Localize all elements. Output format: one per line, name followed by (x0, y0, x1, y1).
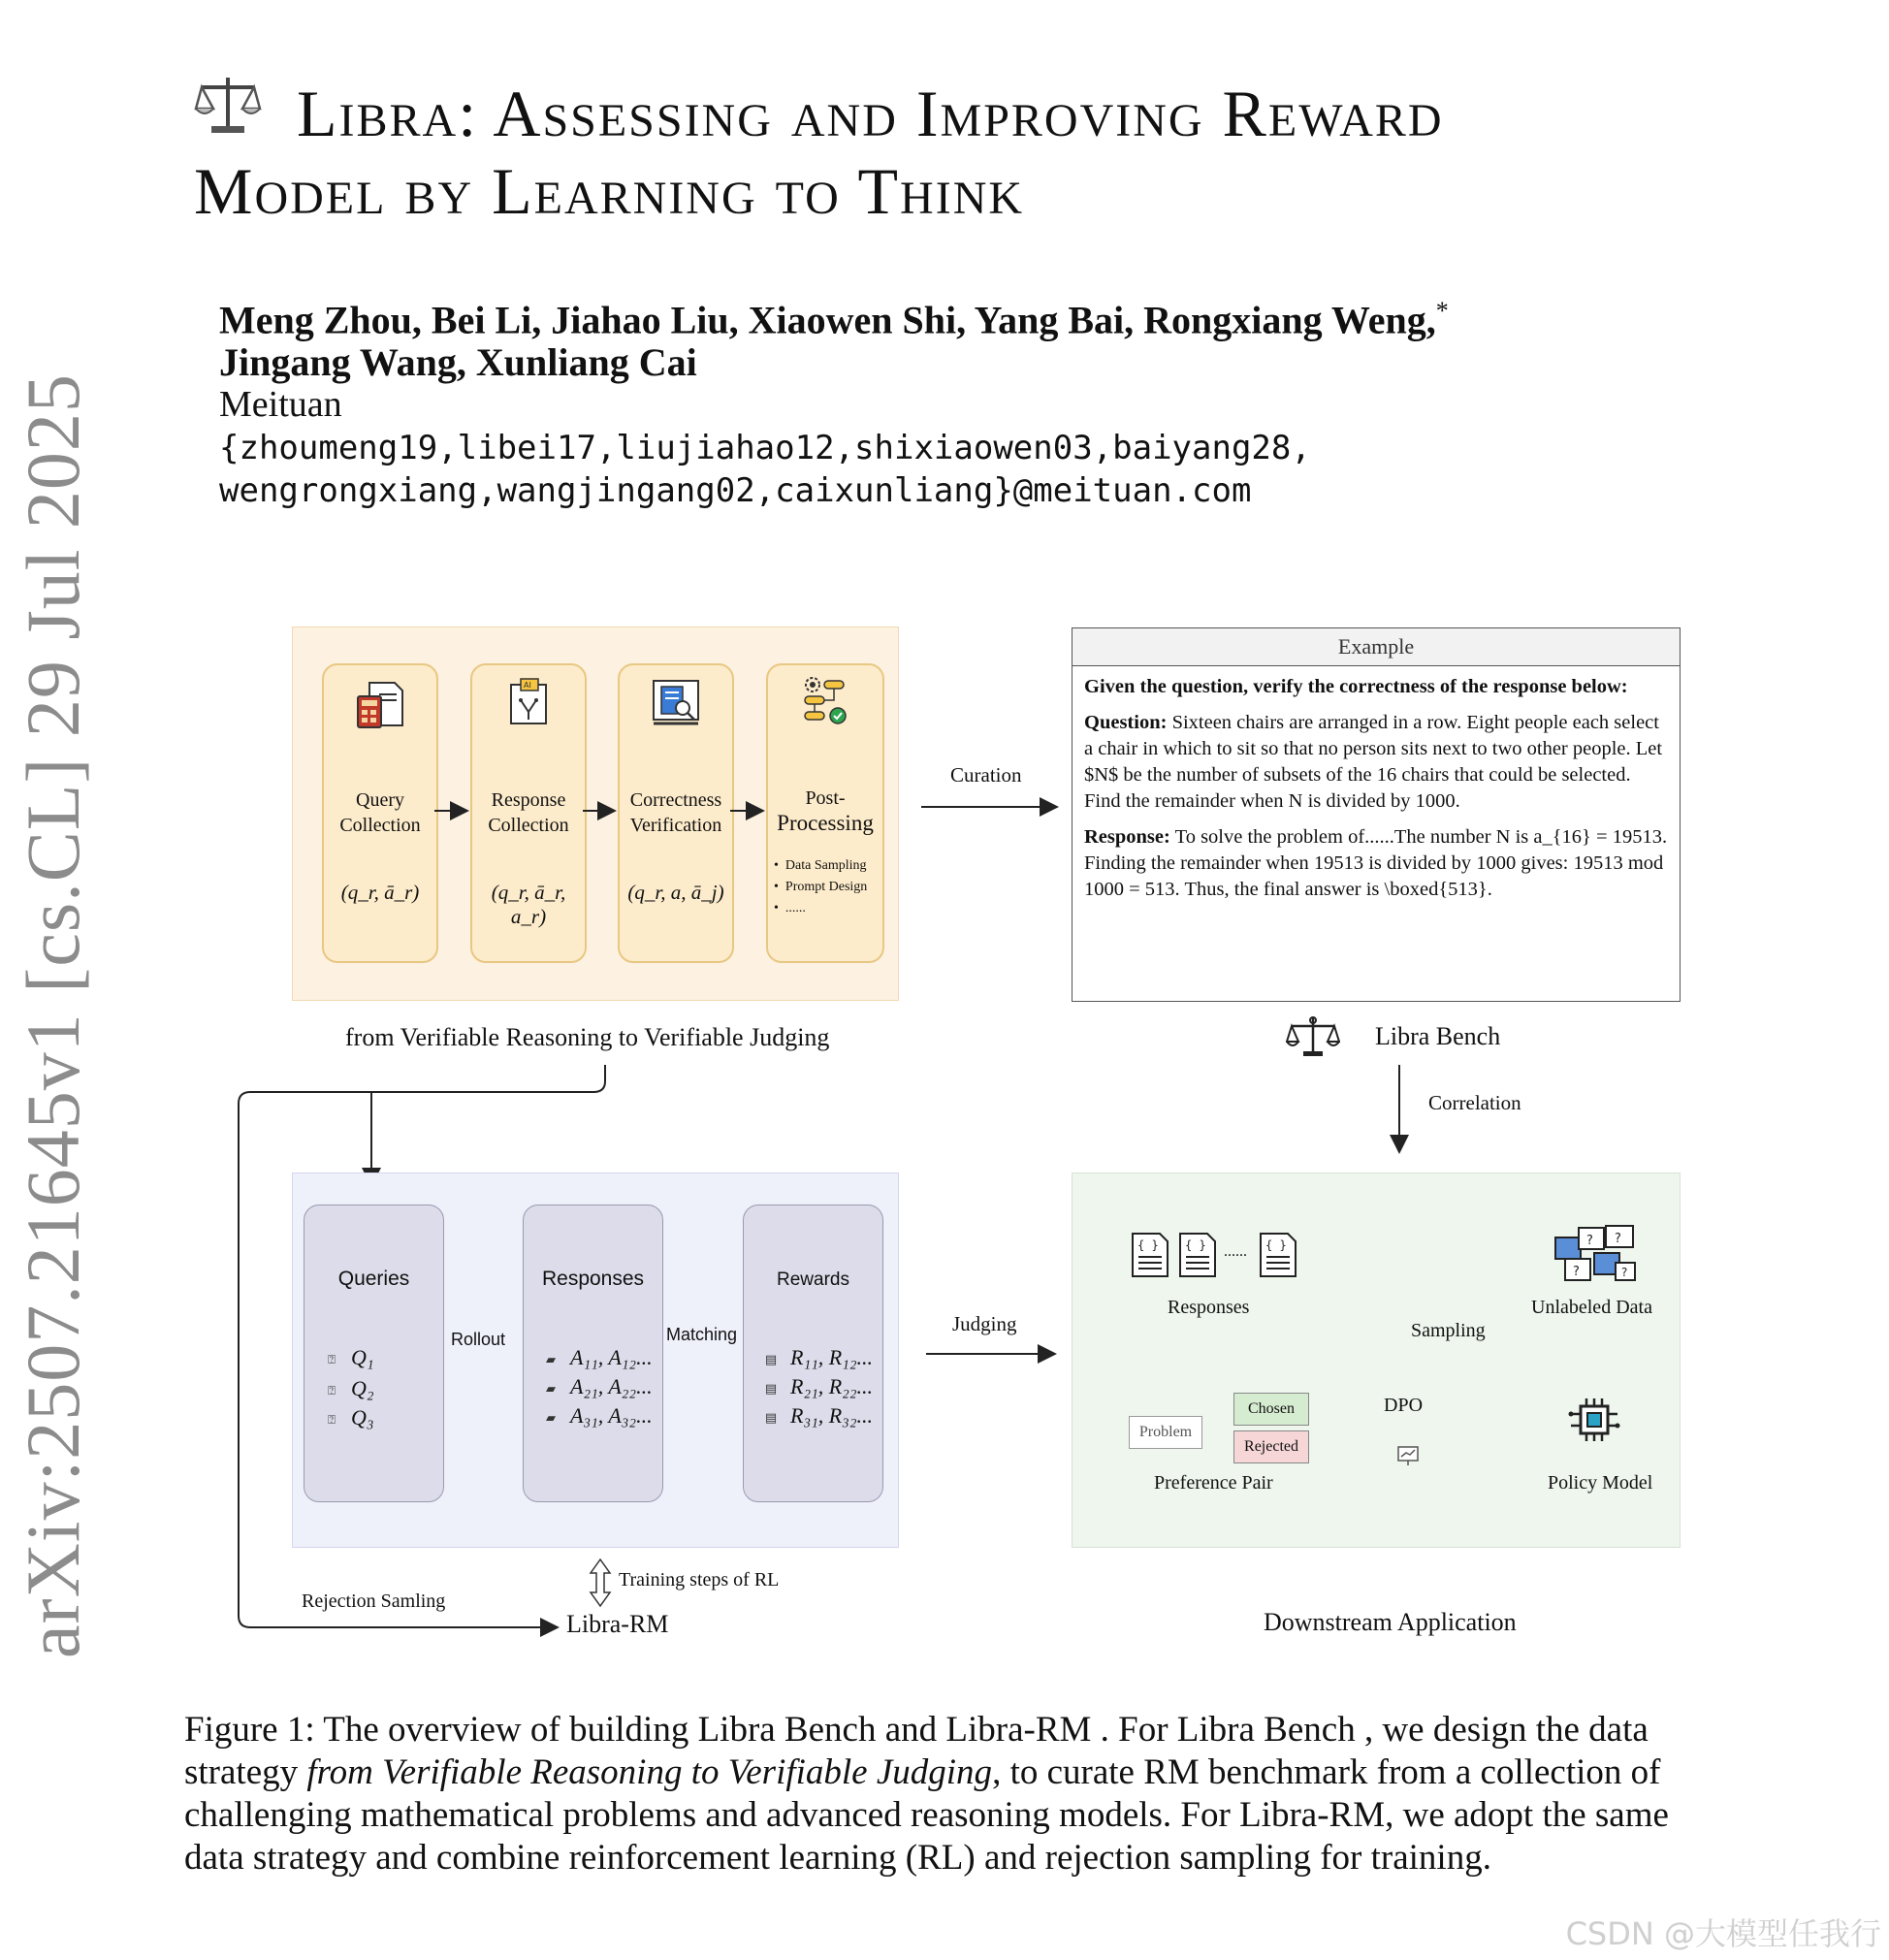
svg-text:{ }: { } (1265, 1238, 1287, 1252)
email-line-2: wengrongxiang,wangjingang02,caixunliang}@meituan.com (219, 471, 1252, 510)
arxiv-stamp: arXiv:2507.21645v1 [cs.CL] 29 Jul 2025 (11, 373, 95, 1658)
code-doc-icon (1176, 1232, 1219, 1283)
query-row: ⍰ Q₂ (304, 1376, 463, 1401)
matching-label: Matching (666, 1325, 738, 1344)
downstream-title: Downstream Application (1264, 1608, 1517, 1636)
example-body (1073, 666, 1680, 920)
queries-column (304, 1205, 444, 1502)
curation-caption: from Verifiable Reasoning to Verifiable Judging (345, 1023, 830, 1051)
stage-title: Post- Processing (777, 787, 874, 835)
unlabeled-data-label: Unlabeled Data (1531, 1297, 1652, 1318)
query-row: ⍰ Q₁ (304, 1345, 463, 1370)
puzzle-icon (1552, 1224, 1639, 1293)
svg-text:{ }: { } (1185, 1238, 1206, 1252)
libra-bench-label: Libra Bench (1375, 1022, 1501, 1050)
libra-rm-label: Libra-RM (566, 1610, 669, 1638)
rollout-label: Rollout (451, 1330, 506, 1349)
question-icon: ⍰ (328, 1382, 336, 1398)
stage-formula: (q_r, ā_r, a_r) (491, 881, 566, 928)
svg-text:?: ? (1573, 1265, 1580, 1279)
curation-arrow-label: Curation (950, 763, 1022, 787)
list-item: • ...... (774, 901, 806, 916)
query-row: ⍰ Q₃ (304, 1405, 463, 1430)
rejection-sampling-label: Rejection Samling (302, 1590, 446, 1612)
example-response: Response: To solve the problem of......The number N is a_{16} = 19513. Finding the remainder when 19513 is divided by 1000 gives: 19513 mod 1000 = 513. Thus, the final answer is \boxed{513}. (1084, 826, 1668, 900)
stage-title: Correctness Verification (629, 789, 722, 836)
author-list-line-1: Meng Zhou, Bei Li, Jiahao Liu, Xiaowen Shi, Yang Bai, Rongxiang Weng,* (219, 297, 1449, 342)
email-line-1: {zhoumeng19,libei17,liujiahao12,shixiaowen03,baiyang28, (219, 429, 1311, 467)
correlation-label: Correlation (1428, 1091, 1521, 1114)
training-steps-label: Training steps of RL (619, 1569, 780, 1590)
chip-icon (1567, 1397, 1621, 1450)
judging-label: Judging (952, 1312, 1017, 1335)
scale-icon (1286, 1014, 1340, 1064)
question-icon: ⍰ (328, 1411, 336, 1427)
watermark: CSDN @大模型任我行 (1565, 1915, 1881, 1952)
list-item: • Data Sampling (774, 858, 867, 873)
doc-icon: ▤ (764, 1351, 778, 1366)
stage-title: Query Collection (339, 789, 421, 836)
question-icon: ⍰ (328, 1351, 336, 1366)
response-row: ▰ A₃₁, A₃₂... (524, 1403, 682, 1429)
ds-responses-label: Responses (1168, 1297, 1250, 1318)
svg-text:?: ? (1621, 1266, 1628, 1279)
reward-row: ▤ R₁₁, R₁₂... (764, 1345, 873, 1369)
code-doc-icon (1129, 1232, 1171, 1283)
chart-icon (1396, 1445, 1420, 1471)
svg-text:?: ? (1615, 1232, 1621, 1246)
example-box (1072, 627, 1681, 1002)
doc-icon: ▤ (764, 1380, 778, 1396)
paper-title-line-2: Model by Learning to Think (194, 154, 1025, 228)
response-row: ▰ A₁₁, A₁₂... (524, 1345, 682, 1370)
example-instruction: Given the question, verify the correctness of the response below: (1084, 676, 1628, 697)
responses-column (523, 1205, 663, 1502)
sampling-label: Sampling (1411, 1320, 1486, 1341)
svg-text:?: ? (1586, 1234, 1593, 1248)
reward-row: ▤ R₃₁, R₃₂... (764, 1403, 873, 1428)
response-row: ▰ A₂₁, A₂₂... (524, 1374, 682, 1399)
chat-icon: ▰ (546, 1409, 556, 1425)
policy-model-label: Policy Model (1548, 1472, 1653, 1494)
stage-formula: (q_r, a, ā_j) (627, 881, 724, 904)
doc-icon: ▤ (764, 1409, 778, 1425)
corresponding-author-mark: * (1435, 297, 1449, 325)
svg-text:AI: AI (524, 681, 531, 690)
problem-box: Problem (1129, 1416, 1202, 1449)
preference-pair-label: Preference Pair (1154, 1472, 1273, 1494)
chosen-box: Chosen (1233, 1393, 1309, 1426)
example-header: Example (1073, 628, 1680, 666)
affiliation: Meituan (219, 384, 342, 425)
rewards-column (743, 1205, 883, 1502)
list-item: • Prompt Design (774, 880, 868, 894)
example-question: Question: Sixteen chairs are arranged in a row. Eight people each select a chair in which to sit so that no person sits next to two other people. Let $N$ be the number of subsets of the 16 chairs that could be selected. Find the remainder when N is divided by 1000. (1084, 712, 1663, 812)
code-doc-icon (1257, 1232, 1299, 1283)
paper-title-line-1: Libra: Assessing and Improving Reward (297, 77, 1444, 150)
chat-icon: ▰ (546, 1380, 556, 1396)
chat-icon: ▰ (546, 1351, 556, 1366)
author-list-line-2: Jingang Wang, Xunliang Cai (219, 340, 697, 384)
responses-title: Responses (541, 1268, 645, 1290)
reward-row: ▤ R₂₁, R₂₂... (764, 1374, 873, 1398)
stage-title: Response Collection (488, 789, 569, 836)
rejected-box: Rejected (1233, 1430, 1309, 1463)
svg-text:{ }: { } (1137, 1238, 1159, 1252)
dpo-label: DPO (1384, 1395, 1424, 1416)
rewards-title: Rewards (777, 1269, 849, 1290)
responses-dots: ...... (1224, 1243, 1247, 1260)
stage-formula: (q_r, ā_r) (340, 881, 420, 904)
figure-caption: Figure 1: The overview of building Libra Bench and Libra-RM . For Libra Bench , we design the data strategy from Verifiable Reasoning to Verifiable Judging, to curate RM benchmark from a collection of challenging mathematical problems and advanced reasoning models. For Libra-RM, we adopt the same data strategy and combine reinforcement learning (RL) and rejection sampling for training. (184, 1710, 1669, 1878)
queries-title: Queries (337, 1268, 410, 1290)
